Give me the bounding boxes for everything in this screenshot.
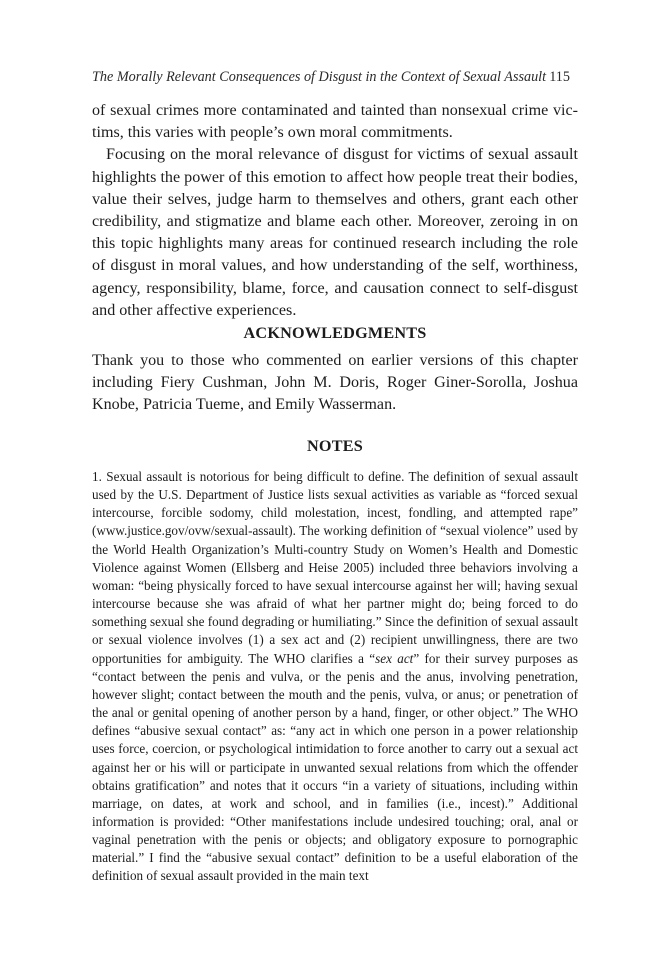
acknowledgments-text: Thank you to those who commented on earlier versions of this chapter including Fiery Cushman, John M. Doris, Roger Giner-Sorolla, Joshua Knobe, Patricia Tueme, and Emily Wasserman. — [92, 352, 578, 414]
notes-heading: NOTES — [307, 437, 363, 455]
footnote-text: ” for their survey purposes as “contact between the penis and vulva, or the penis and the anus, involving penetration, however slight; contact between the mouth and the penis, vulva, or anus; or penetration of the anal or genital opening of another person by a hand, finger, or other object.” The WHO defines “abusive sexual contact” as: “any act in which one person in a power relationship uses force, coercion, or psychological intimidation to force another to carry out a sexual act against her or his will or participate in unwanted sexual relations from which the offender obtains gratification” and notes that it occurs “in a variety of situations, including within marriage, on dates, at work and school, and in families (i.e., incest).” Additional information is provided: “Other manifestations include undesired touching; oral, anal or vaginal penetration with the penis or objects; and obligatory exposure to pornographic material.” I find the “abusive sexual contact” definition to be a useful elaboration of the definition of sexual assault provided in the main text — [92, 650, 578, 884]
body-text — [92, 100, 578, 322]
acknowledgments-heading: ACKNOWLEDGMENTS — [243, 324, 427, 342]
body-paragraph: of sexual crimes more contaminated and tainted than nonsexual crime victims, this varies with people’s own moral commitments. — [92, 102, 578, 142]
running-header — [92, 68, 570, 86]
page-number: 115 — [549, 69, 570, 85]
footnote-text: 1. Sexual assault is notorious for being difficult to define. The definition of sexual assault used by the U.S. Department of Justice lists sexual activities as variable as “forced sexual intercourse, forcible sodomy, child molestation, incest, fondling, and attempted rape” (www.justice.gov/ovw/sexual-assault). The working definition of “sexual violence” used by the World Health Organization’s Multi-country Study on Women’s Health and Domestic Violence against Women (Ellsberg and Heise 2005) included three behaviors involving a woman: “being physically forced to have sexual intercourse against her will; having sexual intercourse because she was afraid of what her partner might do; being forced to do something sexual she found degrading or humiliating.” Since the definition of sexual assault or sexual violence involves (1) a sex act and (2) recipient unwillingness, there are two opportunities for ambiguity. The WHO clarifies a “ — [92, 469, 578, 666]
footnote-italic-term: sex act — [375, 650, 414, 666]
body-paragraph: Focusing on the moral relevance of disgust for victims of sexual assault highlights the power of this emotion to affect how people treat their bodies, value their selves, judge harm to themselves and others, grant each other credibility, and stigmatize and blame each other. Moreover, zeroing in on this topic highlights many areas for continued research including the role of disgust in moral values, and how understanding of the self, worthiness, agency, responsibility, blame, force, and causation connect to self-disgust and other affective experiences. — [92, 146, 578, 319]
footnote-1 — [92, 468, 578, 886]
running-title: The Morally Relevant Consequences of Disgust in the Context of Sexual Assault — [92, 69, 547, 85]
